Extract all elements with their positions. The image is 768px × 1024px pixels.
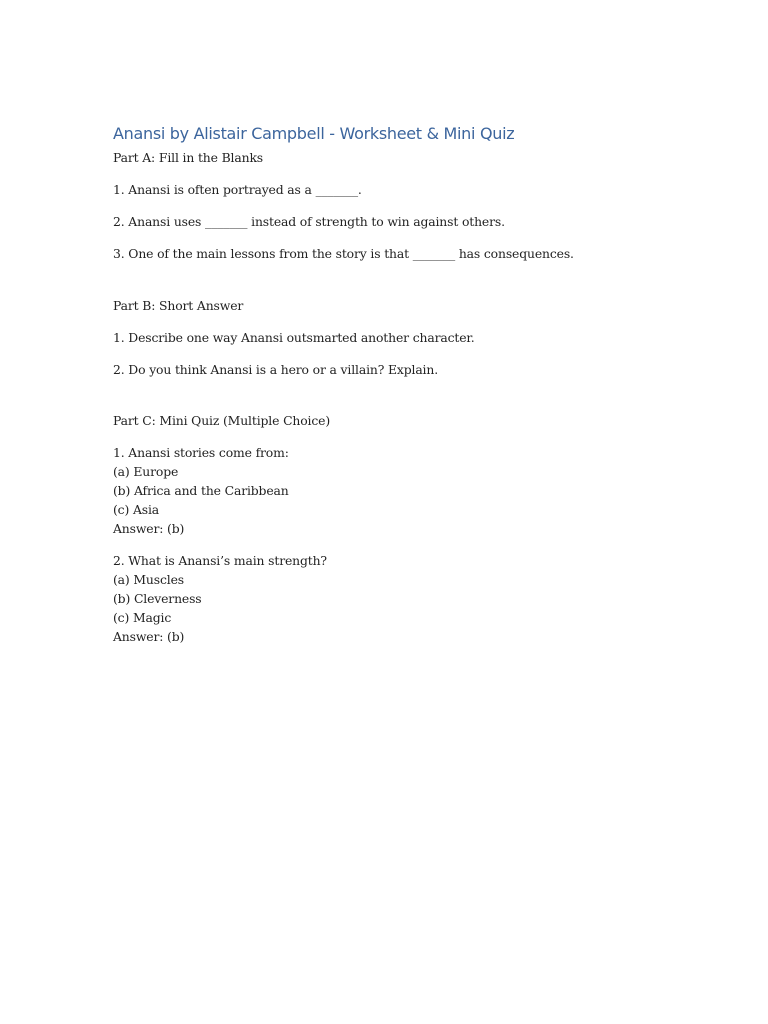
part-c-q1-option-c: (c) Asia <box>113 502 160 517</box>
part-c-q2-option-a: (a) Muscles <box>113 572 184 587</box>
part-c-heading: Part C: Mini Quiz (Multiple Choice) <box>113 413 331 428</box>
part-c-q1-option-a: (a) Europe <box>113 464 179 479</box>
part-a-heading: Part A: Fill in the Blanks <box>113 150 264 165</box>
part-c-question-1: 1. Anansi stories come from: <box>113 445 289 460</box>
part-c-q2-answer: Answer: (b) <box>113 629 185 644</box>
document-title: Anansi by Alistair Campbell - Worksheet & Mini Quiz <box>113 124 515 143</box>
part-c-q1-answer: Answer: (b) <box>113 521 185 536</box>
part-a-question-3: 3. One of the main lessons from the story is that _______ has consequences. <box>113 246 574 261</box>
part-c-q2-option-b: (b) Cleverness <box>113 591 202 606</box>
part-a-question-2: 2. Anansi uses _______ instead of strength to win against others. <box>113 214 505 229</box>
part-b-question-2: 2. Do you think Anansi is a hero or a villain? Explain. <box>113 362 438 377</box>
part-b-heading: Part B: Short Answer <box>113 298 244 313</box>
part-a-question-1: 1. Anansi is often portrayed as a _______. <box>113 182 362 197</box>
part-c-question-2: 2. What is Anansi’s main strength? <box>113 553 327 568</box>
part-c-q2-option-c: (c) Magic <box>113 610 172 625</box>
part-c-q1-option-b: (b) Africa and the Caribbean <box>113 483 289 498</box>
part-b-question-1: 1. Describe one way Anansi outsmarted another character. <box>113 330 475 345</box>
